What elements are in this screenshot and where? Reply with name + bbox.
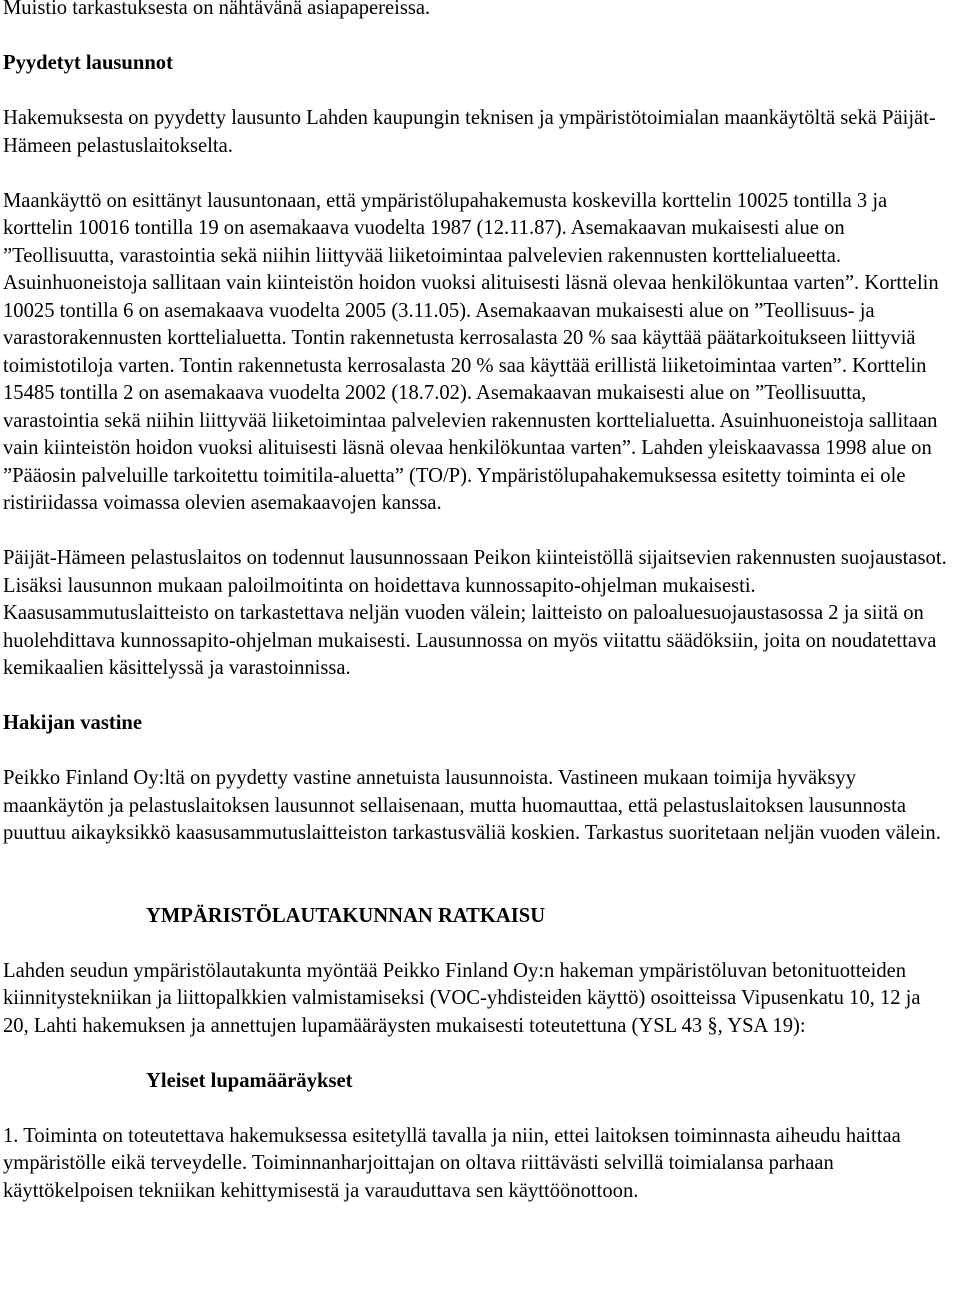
- response-heading: Hakijan vastine: [3, 712, 143, 734]
- decision-paragraph: Lahden seudun ympäristölautakunta myöntää Peikko Finland Oy:n hakeman ympäristöluvan betonituotteiden kiinnitystekniikan ja liittopalkkien valmistamiseksi (VOC-yhdisteiden käyttö) osoitteissa Vipusenkatu 10, 12 ja 20, Lahti hakemuksen ja annettujen lupamääräysten mukaisesti toteutettuna (YSL 43 §, YSA 19):: [3, 959, 921, 1037]
- decision-heading: YMPÄRISTÖLAUTAKUNNAN RATKAISU: [146, 904, 546, 927]
- statements-heading: Pyydetyt lausunnot: [3, 52, 173, 74]
- statements-paragraph-2: Maankäyttö on esittänyt lausuntonaan, että ympäristölupahakemusta koskevilla korttelin 10025 tontilla 3 ja korttelin 10016 tontilla 19 on asemakaava vuodelta 1987 (12.11.87). Asemakaavan mukaisesti alue on ”Teollisuutta, varastointia sekä niihin liittyvää liiketoimintaa palvelevien rakennusten korttelialueetta. Asuinhuoneistoja sallitaan vain kiinteistön hoidon vuoksi alituisesti läsnä olevaa henkilökuntaa varten”. Korttelin 10025 tontilla 6 on asemakaava vuodelta 2005 (3.11.05). Asemakaavan mukaisesti alue on ”Teollisuus- ja varastorakennusten korttelialuetta. Tontin rakennetusta kerrosalasta 20 % saa käyttää päätarkoitukseen liittyviä toimistotiloja varten. Tontin rakennetusta kerrosalasta 20 % saa käyttää erillistä liiketoimintaa varten”. Korttelin 15485 tontilla 2 on asemakaava vuodelta 2002 (18.7.02). Asemakaavan mukaisesti alue on ”Teollisuutta, varastointia sekä niihin liittyvää liiketoimintaa palvelevien rakennusten korttelialuetta. Asuinhuoneistoja sallitaan vain kiinteistön hoidon vuoksi alituisesti läsnä olevaa henkilökuntaa varten”. Lahden yleiskaavassa 1998 alue on ”Pääosin palveluille tarkoitettu toimitila-aluetta” (TO/P). Ympäristölupahakemuksessa esitetty toiminta ei ole ristiriidassa voimassa olevien asemakaavojen kanssa.: [3, 189, 939, 514]
- intro-line: Muistio tarkastuksesta on nähtävänä asiapapereissa.: [3, 0, 431, 19]
- provision-item-1: 1. Toiminta on toteutettava hakemuksessa esitetyllä tavalla ja niin, ettei laitoksen toiminnasta aiheudu haittaa ympäristölle eikä terveydelle. Toiminnanharjoittajan on oltava riittävästi selvillä toimialansa parhaan käyttökelpoisen tekniikan kehittymisestä ja varauduttava sen käyttöönottoon.: [3, 1124, 901, 1202]
- general-provisions-subheading: Yleiset lupamääräykset: [146, 1069, 353, 1092]
- response-paragraph: Peikko Finland Oy:ltä on pyydetty vastine annetuista lausunnoista. Vastineen mukaan toimija hyväksyy maankäytön ja pelastuslaitoksen lausunnot sellaisenaan, mutta huomauttaa, että pelastuslaitoksen lausunnosta puuttuu aikayksikkö kaasusammutuslaitteiston tarkastusväliä koskien. Tarkastus suoritetaan neljän vuoden välein.: [3, 767, 941, 844]
- statements-paragraph-3: Päijät-Hämeen pelastuslaitos on todennut lausunnossaan Peikon kiinteistöllä sijaitsevien rakennusten suojaustasot. Lisäksi lausunnon mukaan paloilmoitinta on hoidettava kunnossapito-ohjelman mukaisesti. Kaasusammutuslaitteisto on tarkastettava neljän vuoden välein; laitteisto on paloaluesuojaustasossa 2 ja siitä on huolehdittava kunnossapito-ohjelman mukaisesti. Lausunnossa on myös viitattu säädöksiin, joita on noudatettava kemikaalien käsittelyssä ja varastoinnissa.: [3, 547, 947, 679]
- statements-paragraph-1: Hakemuksesta on pyydetty lausunto Lahden kaupungin teknisen ja ympäristötoimialan maankäytöltä sekä Päijät-Hämeen pelastuslaitokselta.: [3, 107, 936, 157]
- document-page: [3, 0, 949, 1205]
